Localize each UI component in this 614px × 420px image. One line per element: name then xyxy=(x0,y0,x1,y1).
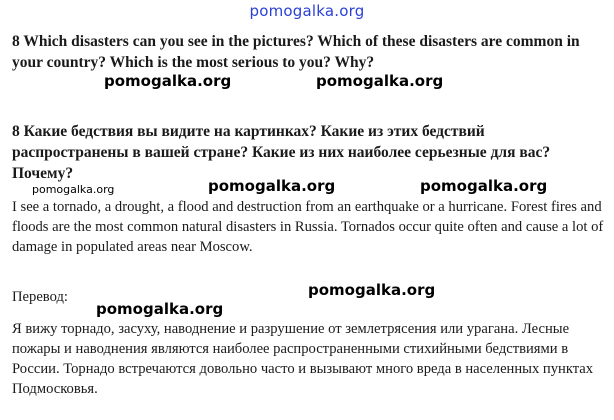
watermark: pomogalka.org xyxy=(316,72,444,90)
watermark: pomogalka.org xyxy=(208,177,336,195)
task-russian: 8 Какие бедствия вы видите на картинках? Какие из этих бедствий распространены в вашей стране? Какие из них наиболее серьезные для вас? Почему? xyxy=(12,123,551,182)
translation-label: Перевод: xyxy=(12,289,68,305)
watermark: pomogalka.org xyxy=(96,300,224,318)
answer-russian: Я вижу торнадо, засуху, наводнение и разрушение от землетрясения или урагана. Лесные пожары и наводнения являются наиболее распространенными стихийными бедствиями в России. Торнадо встречаются довольно часто и вызывают много вреда в населенных пунктах Подмосковья. xyxy=(12,321,594,397)
task-english: 8 Which disasters can you see in the pictures? Which of these disasters are common in your country? Which is the most serious to you? Why? xyxy=(12,33,580,71)
watermark: pomogalka.org xyxy=(104,72,232,90)
watermark: pomogalka.org xyxy=(308,281,436,299)
watermark: pomogalka.org xyxy=(32,183,115,196)
answer-english: I see a tornado, a drought, a flood and destruction from an earthquake or a hurricane. Forest fires and floods are the most common natural disasters in Russia. Tornados occur quite often and cause a lot of damage in populated areas near Moscow. xyxy=(12,199,604,255)
site-header: pomogalka.org xyxy=(249,2,365,20)
watermark: pomogalka.org xyxy=(420,177,548,195)
